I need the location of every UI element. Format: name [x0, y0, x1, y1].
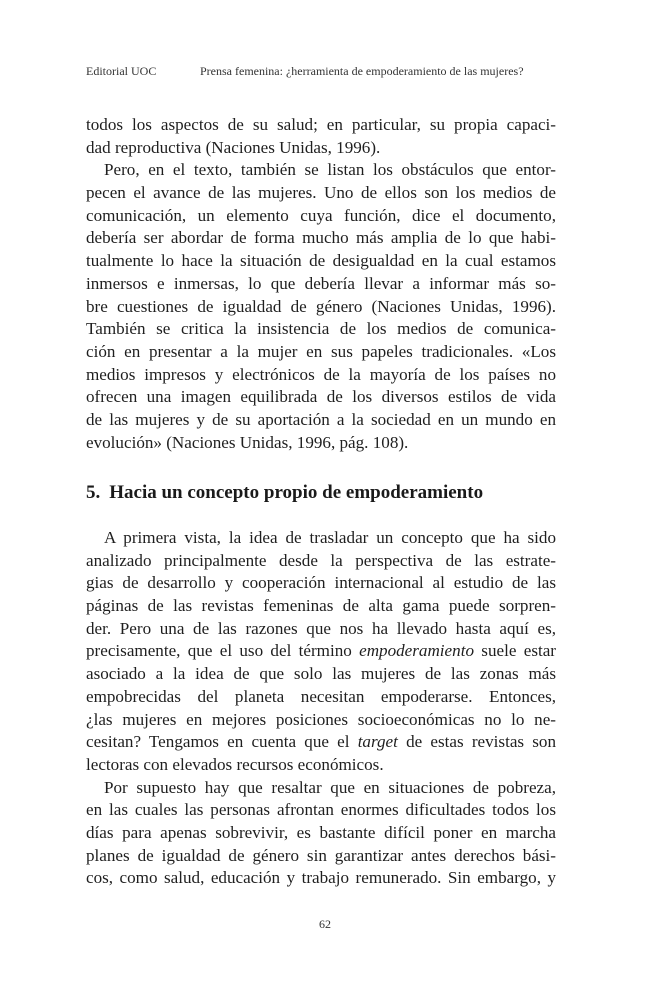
text-line: gias de desarrollo y cooperación internacional al estudio de las: [86, 573, 556, 593]
section-heading: [86, 482, 483, 504]
text-line: medios impresos y electrónicos de la mayoría de los países no: [86, 364, 556, 384]
paragraph-1: [86, 114, 556, 159]
section-title: Hacia un concepto propio de empoderamiento: [109, 482, 484, 503]
text-line: todos los aspectos de su salud; en particular, su propia capaci-: [86, 115, 556, 134]
text-line: de las mujeres y de su aportación a la sociedad en un mundo en: [86, 409, 556, 429]
text-line: asociado a la idea de que solo las mujeres de las zonas más: [86, 664, 556, 684]
text-line: pecen el avance de las mujeres. Uno de ellos son los medios de: [86, 183, 556, 203]
text-line: ¿las mujeres en mejores posiciones socioeconómicas no lo ne-: [86, 709, 556, 729]
text-segment: de estas revistas son: [397, 732, 556, 752]
text-line: Pero, en el texto, también se listan los obstáculos que entor-: [104, 160, 556, 180]
text-line: debería ser abordar de forma mucho más amplia de lo que habi-: [86, 228, 556, 248]
text-line: [86, 640, 556, 663]
body-text-lower: [86, 527, 556, 890]
text-segment: suele estar: [474, 641, 557, 661]
text-line: dad reproductiva (Naciones Unidas, 1996).: [86, 137, 381, 157]
body-text-upper: [86, 114, 556, 454]
text-line: bre cuestiones de igualdad de género (Naciones Unidas, 1996).: [86, 296, 556, 316]
text-line: lectoras con elevados recursos económicos.: [86, 754, 384, 774]
text-line: inmersos e inmersas, lo que debería llevar a informar más so-: [86, 273, 556, 293]
text-line: tualmente lo hace la situación de desigualdad en la cual estamos: [86, 251, 556, 271]
text-segment: cesitan? Tengamos en cuenta que el: [86, 732, 358, 752]
text-line: der. Pero una de las razones que nos ha llevado hasta aquí es,: [86, 618, 556, 638]
text-line: A primera vista, la idea de trasladar un concepto que ha sido: [104, 528, 556, 547]
paragraph-4: [86, 777, 556, 890]
emphasized-term: empoderamiento: [359, 641, 474, 661]
text-line: [86, 731, 556, 754]
text-line: en las cuales las personas afrontan enormes dificultades todos los: [86, 800, 556, 820]
text-line: días para apenas sobrevivir, es bastante difícil poner en marcha: [86, 822, 556, 842]
text-line: ción en presentar a la mujer en sus papeles tradicionales. «Los: [86, 341, 556, 361]
text-segment: precisamente, que el uso del término: [86, 641, 360, 661]
paragraph-2: [86, 159, 556, 454]
text-line: Por supuesto hay que resaltar que en situaciones de pobreza,: [104, 777, 556, 797]
text-line: También se critica la insistencia de los medios de comunica-: [86, 319, 556, 339]
text-line: analizado principalmente desde la perspectiva de las estrate-: [86, 550, 556, 570]
text-line: empobrecidas del planeta necesitan empoderarse. Entonces,: [86, 686, 556, 706]
text-line: evolución» (Naciones Unidas, 1996, pág. 108).: [86, 432, 409, 452]
emphasized-term: target: [357, 732, 398, 752]
text-line: planes de igualdad de género sin garantizar antes derechos bási-: [86, 845, 556, 865]
page-number: 62: [319, 917, 331, 931]
header-publisher: Editorial UOC: [86, 64, 157, 78]
text-line: ofrecen una imagen equilibrada de los diversos estilos de vida: [86, 387, 556, 407]
paragraph-3: [86, 527, 556, 777]
header-book-title: Prensa femenina: ¿herramienta de empoderamiento de las mujeres?: [200, 64, 524, 78]
text-line: páginas de las revistas femeninas de alta gama puede sorpren-: [86, 596, 556, 616]
text-line: cos, como salud, educación y trabajo remunerado. Sin embargo, y: [86, 868, 556, 888]
text-line: comunicación, un elemento cuya función, dice el documento,: [86, 205, 556, 225]
section-number: 5.: [86, 482, 101, 503]
